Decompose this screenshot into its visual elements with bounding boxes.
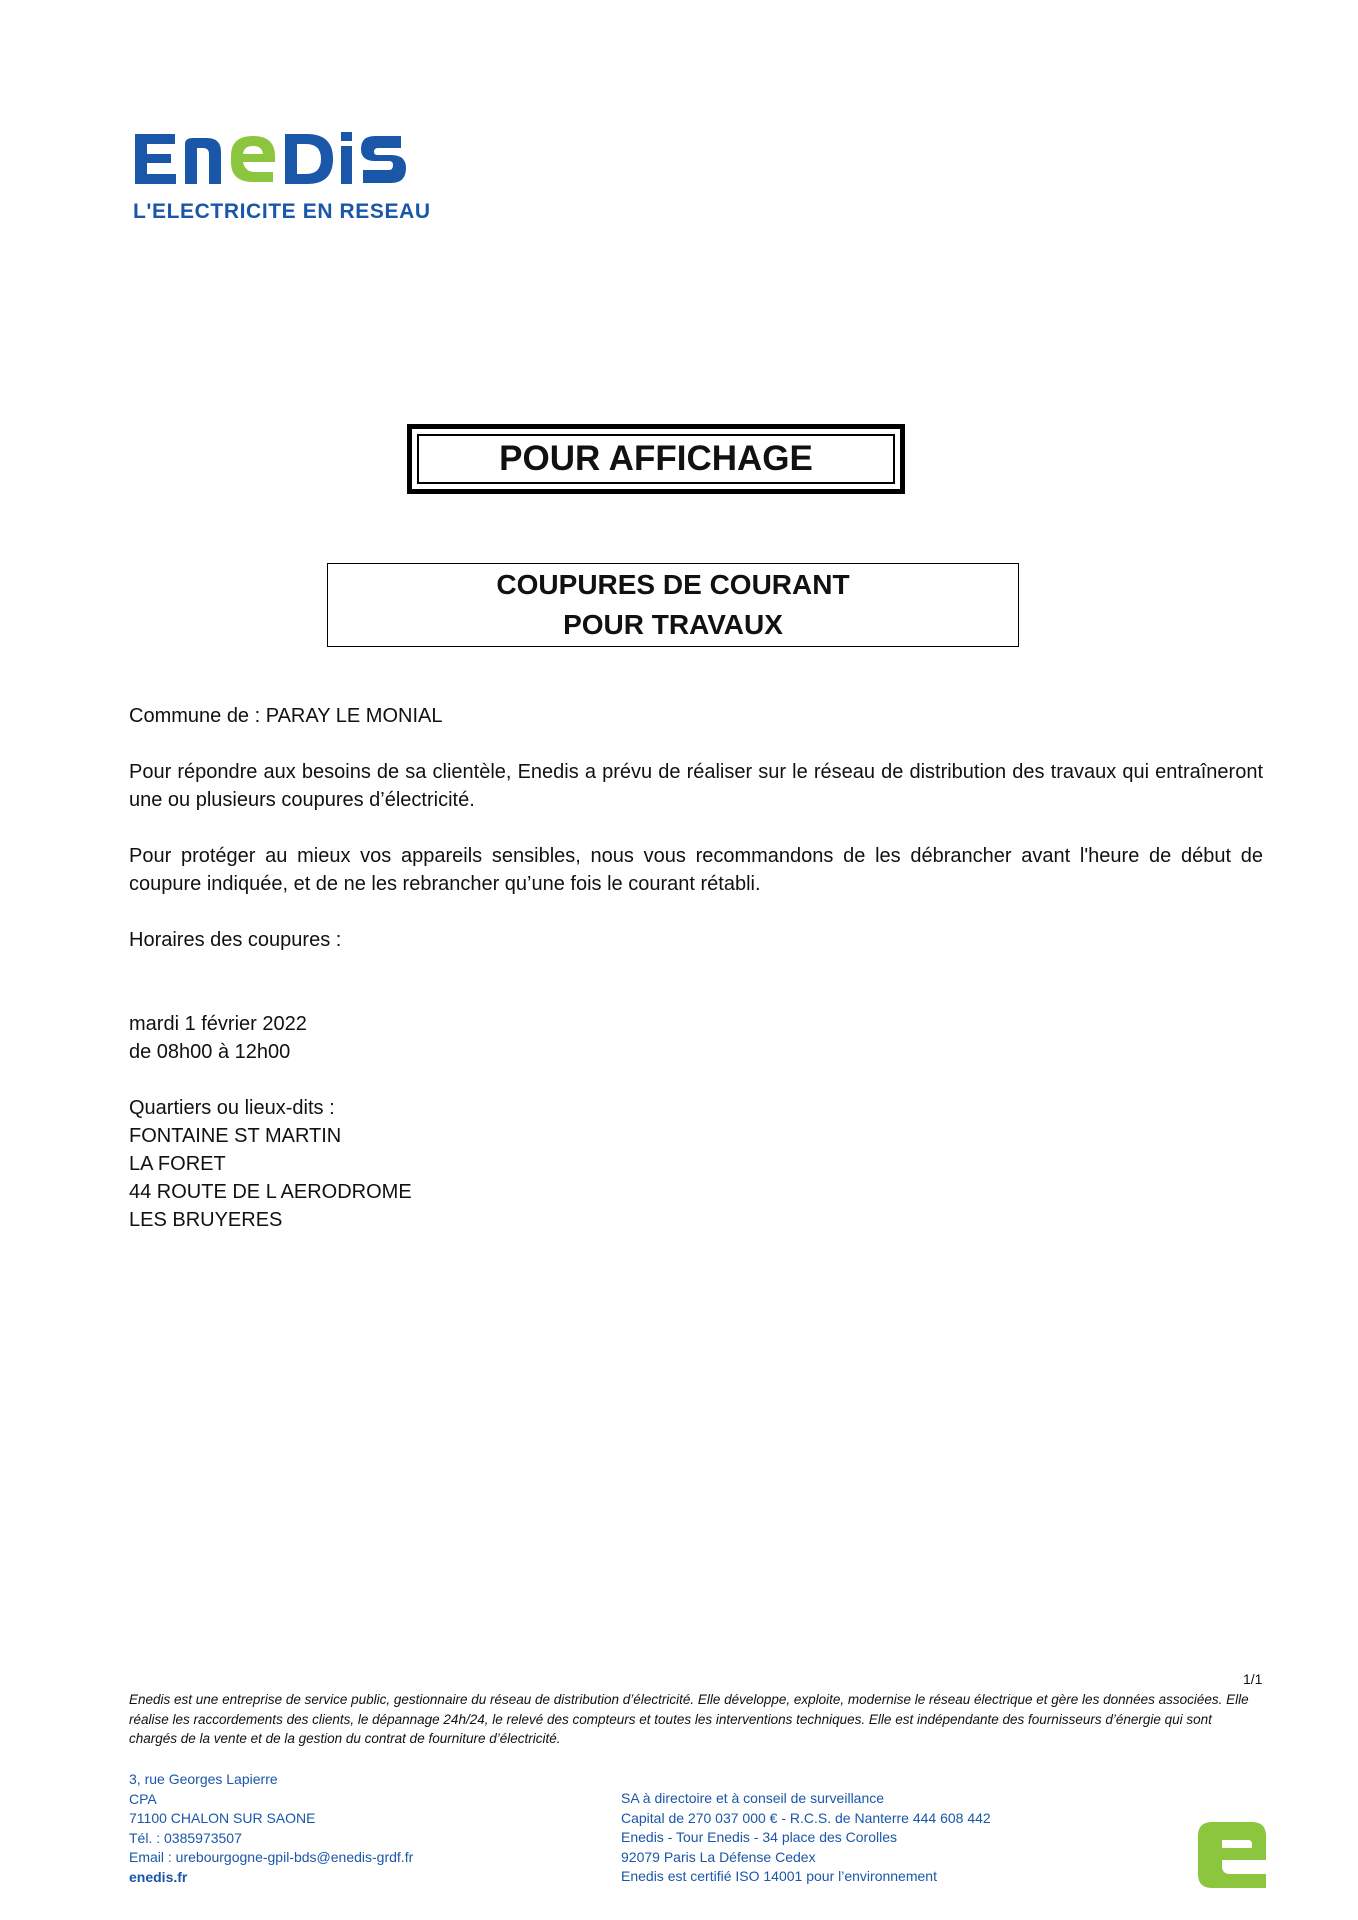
paragraph-advice: Pour protéger au mieux vos appareils sensibles, nous vous recommandons de les débrancher avant l'heure de début de coupure indiquée, et de ne les rebrancher qu’une fois le courant rétabli. [129,845,1263,895]
paragraph-works: Pour répondre aux besoins de sa clientèle, Enedis a prévu de réaliser sur le réseau de distribution des travaux qui entraîneront une ou plusieurs coupures d’électricité. [129,761,1263,811]
logo-tagline: L'ELECTRICITE EN RESEAU [133,200,431,223]
schedule-date: mardi 1 février 2022 [129,1013,307,1035]
address-email[interactable]: Email : urebourgogne-gpil-bds@enedis-grdf.fr [129,1849,414,1865]
enedis-wordmark [131,126,431,190]
schedule-label: Horaires des coupures : [129,929,342,951]
places-label: Quartiers ou lieux-dits : [129,1097,335,1119]
subject-box [327,563,1019,647]
footer-address [129,1770,413,1887]
address-city: 71100 CHALON SUR SAONE [129,1810,316,1826]
address-street: 3, rue Georges Lapierre [129,1771,278,1787]
company-address-1: Enedis - Tour Enedis - 34 place des Corolles [621,1829,898,1845]
address-phone: Tél. : 0385973507 [129,1829,242,1846]
website-link[interactable]: enedis.fr [129,1868,188,1885]
enedis-logo [131,126,431,226]
page-number: 1/1 [1243,1671,1263,1687]
subject-line-1: COUPURES DE COURANT [496,569,850,600]
schedule-hours: de 08h00 à 12h00 [129,1041,291,1063]
company-type: SA à directoire et à conseil de surveillance [621,1790,885,1806]
subject-line-2: POUR TRAVAUX [563,609,783,640]
commune-line: Commune de : PARAY LE MONIAL [129,705,443,727]
display-notice-box [407,424,905,494]
place-item: 44 ROUTE DE L AERODROME [129,1181,412,1203]
company-address-2: 92079 Paris La Défense Cedex [621,1848,816,1865]
footer-disclaimer: Enedis est une entreprise de service public, gestionnaire du réseau de distribution d’électricité. Elle développe, exploite, modernise le réseau électrique et gère les données associées. Elle réalise les raccordements des clients, le dépannage 24h/24, le relevé des compteurs et toutes les interventions techniques. Elle est indépendante des fournisseurs d’énergie qui sont chargés de la vente et de la gestion du contrat de fourniture d’électricité. [129,1692,1249,1746]
address-unit: CPA [129,1790,157,1807]
place-item: LA FORET [129,1153,226,1175]
company-certification: Enedis est certifié ISO 14001 pour l’environnement [621,1868,937,1884]
place-item: LES BRUYERES [129,1209,283,1231]
display-notice-inner [417,434,895,484]
place-item: FONTAINE ST MARTIN [129,1125,342,1147]
enedis-mark-icon [1198,1822,1266,1888]
footer-company [621,1789,991,1887]
display-notice-title: POUR AFFICHAGE [499,439,813,478]
company-capital: Capital de 270 037 000 € - R.C.S. de Nanterre 444 608 442 [621,1809,991,1826]
